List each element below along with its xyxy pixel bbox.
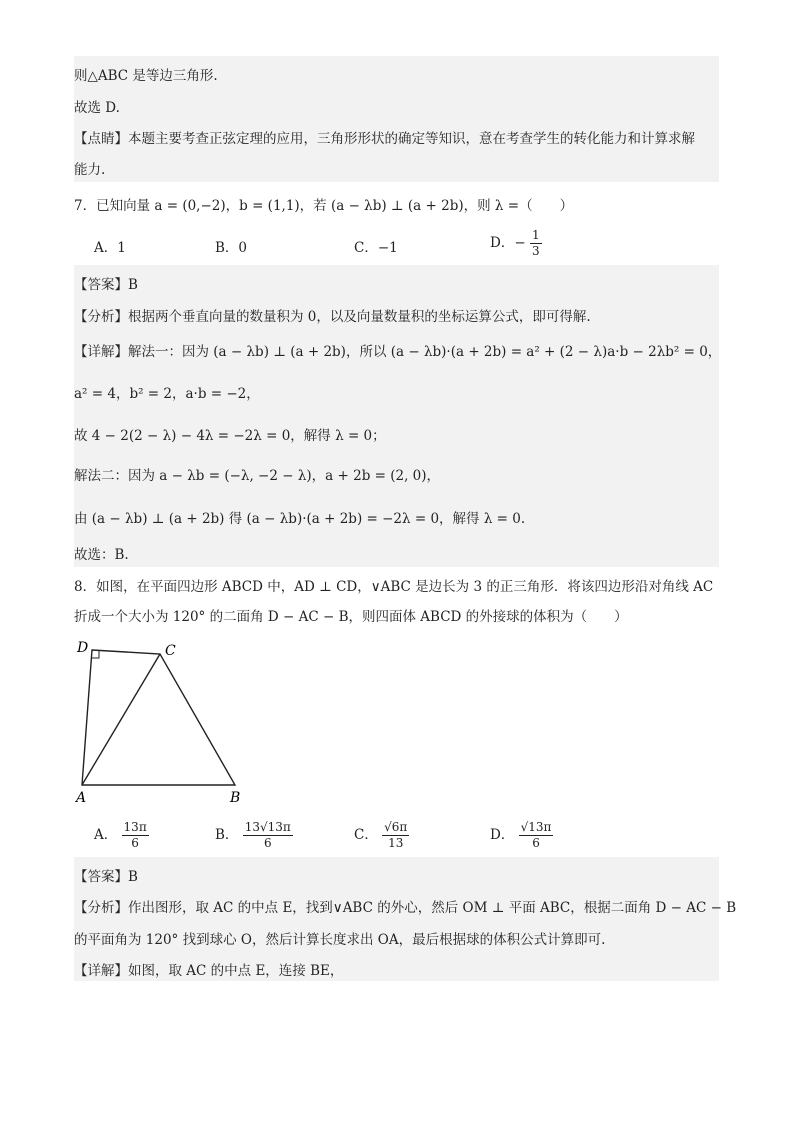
label-a: A — [76, 790, 87, 806]
fraction-denominator: 6 — [131, 836, 139, 850]
answer-label-7: 【答案】B — [74, 277, 138, 293]
fraction-denominator: 3 — [531, 244, 540, 258]
q7-option-b: B．0 — [215, 240, 248, 256]
option-prefix: D． — [490, 827, 515, 843]
label-b: B — [230, 790, 241, 806]
text-line: 故选 D. — [74, 100, 120, 116]
fraction-denominator: 6 — [263, 836, 272, 850]
detail-8: 【详解】如图，取 AC 的中点 E，连接 BE， — [74, 963, 344, 979]
option-prefix: C． — [354, 827, 378, 843]
analysis-8-line: 的平面角为 120° 找到球心 O，然后计算长度求出 OA，最后根据球的体积公式计算即可. — [74, 932, 606, 948]
question-7: 7．已知向量 a = (0,−2)，b = (1,1)，若 (a − λb) ⊥ (a + 2b)，则 λ =（ ） — [74, 198, 574, 214]
analysis-7: 【分析】根据两个垂直向量的数量积为 0，以及向量数量积的坐标运算公式，即可得解. — [74, 309, 591, 325]
right-angle-mark — [92, 650, 99, 658]
detail-7-line: a² = 4，b² = 2，a·b = −2， — [74, 386, 260, 402]
detail-7-line: 故选：B. — [74, 547, 129, 563]
fraction — [519, 820, 554, 851]
quadrilateral-figure — [70, 636, 250, 808]
detail-7-line: 故 4 − 2(2 − λ) − 4λ = −2λ = 0，解得 λ = 0； — [74, 428, 386, 444]
fraction-denominator: 6 — [532, 836, 540, 850]
option-prefix: D．− — [490, 235, 526, 251]
q7-option-a: A．1 — [94, 240, 126, 256]
q7-option-d — [490, 228, 542, 259]
q8-option-c — [354, 820, 409, 851]
text-line: 则△ABC 是等边三角形. — [74, 68, 218, 84]
comment-line: 能力. — [74, 162, 106, 178]
fraction — [243, 820, 293, 851]
q7-option-c: C．−1 — [354, 240, 398, 256]
fraction — [122, 820, 149, 851]
fraction-denominator: 13 — [388, 836, 404, 850]
option-prefix: B． — [215, 827, 239, 843]
q8-option-a — [94, 820, 149, 851]
quadrilateral-abcd — [82, 650, 235, 785]
q8-option-b — [215, 820, 293, 851]
analysis-8-line: 【分析】作出图形，取 AC 的中点 E，找到∨ABC 的外心，然后 OM ⊥ 平面 ABC，根据二面角 D − AC − B — [74, 900, 737, 916]
question-8-line: 8．如图，在平面四边形 ABCD 中，AD ⊥ CD，∨ABC 是边长为 3 的正三角形．将该四边形沿对角线 AC — [74, 579, 714, 595]
detail-7-line: 由 (a − λb) ⊥ (a + 2b) 得 (a − λb)·(a + 2b) = −2λ = 0，解得 λ = 0. — [74, 511, 526, 527]
fraction-numerator: 13√13π — [244, 820, 291, 834]
option-prefix: A． — [94, 827, 118, 843]
fraction — [530, 228, 542, 259]
q8-option-d — [490, 820, 553, 851]
detail-7-line: 【详解】解法一：因为 (a − λb) ⊥ (a + 2b)，所以 (a − λb)·(a + 2b) = a² + (2 − λ)a·b − 2λb² = 0， — [74, 344, 722, 360]
label-d: D — [77, 640, 89, 656]
answer-label-8: 【答案】B — [74, 869, 138, 885]
fraction — [382, 820, 409, 851]
question-8-line: 折成一个大小为 120° 的二面角 D − AC − B，则四面体 ABCD 的外接球的体积为（ ） — [74, 609, 628, 625]
fraction-numerator: 1 — [531, 228, 540, 242]
diagonal-ac — [82, 654, 160, 785]
comment-line: 【点睛】本题主要考查正弦定理的应用，三角形形状的确定等知识，意在考查学生的转化能力和计算求解 — [74, 131, 695, 147]
fraction-numerator: √13π — [520, 820, 552, 834]
label-c: C — [165, 643, 176, 659]
detail-7-line: 解法二：因为 a − λb = (−λ, −2 − λ)，a + 2b = (2, 0)， — [74, 468, 441, 484]
fraction-numerator: 13π — [123, 820, 147, 834]
fraction-numerator: √6π — [384, 820, 408, 834]
